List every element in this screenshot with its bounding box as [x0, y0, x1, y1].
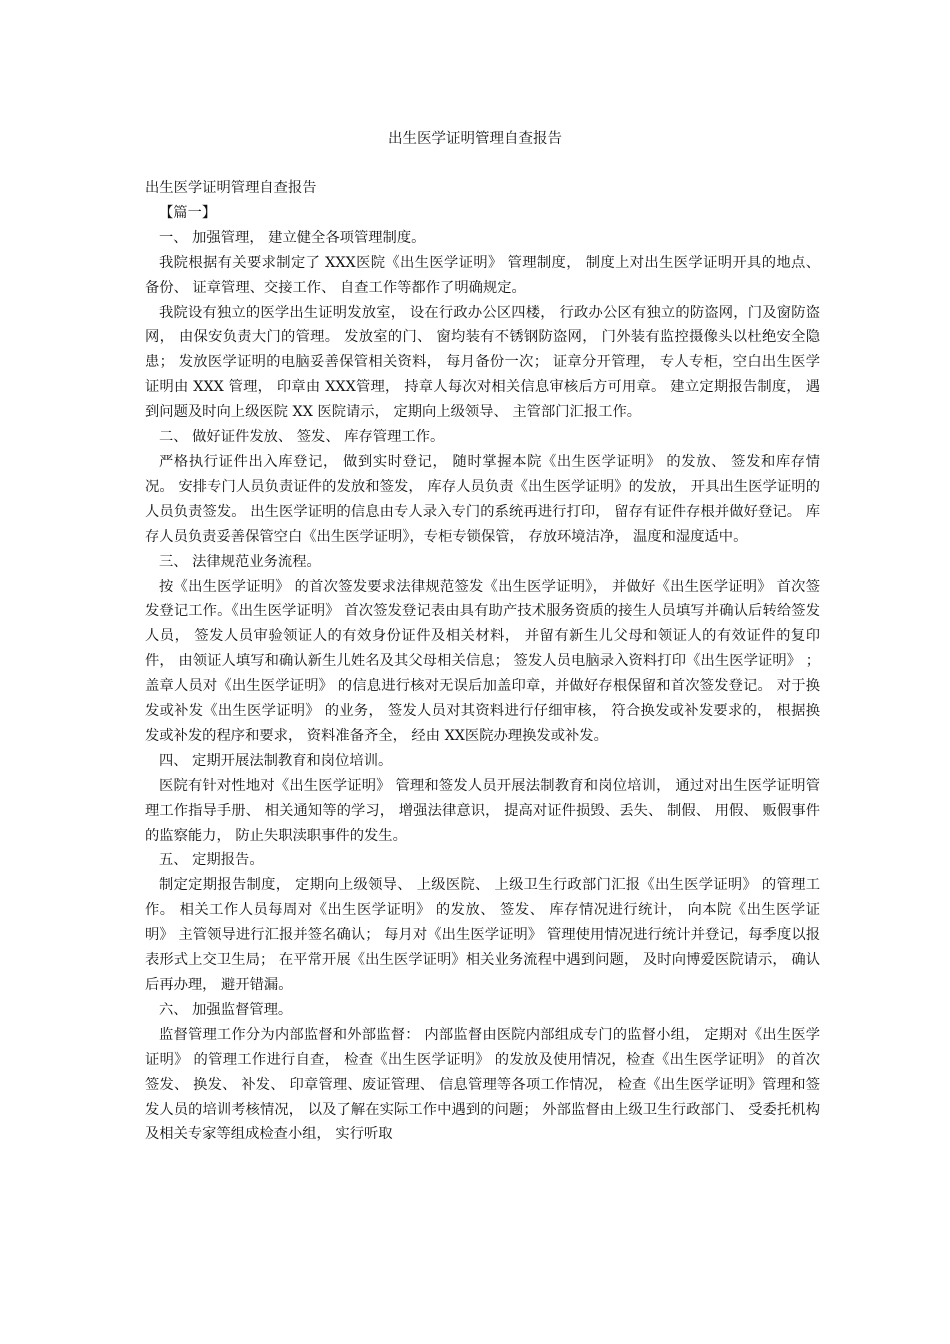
body-paragraph: 我院设有独立的医学出生证明发放室， 设在行政办公区四楼， 行政办公区有独立的防盗网，门及窗防盗网， 由保安负责大门的管理。 发放室的门、 窗均装有不锈钢防盗网， 门外装有监控摄像头以杜绝安全隐患； 发放医学证明的电脑妥善保管相关资料， 每月备份一次； 证章分开管理， 专人专柜，空白出生医学证明由 XXX 管理， 印章由 XXX管理， 持章人每次对相关信息审核后方可用章。 建立定期报告制度， 遇到问题及时向上级医院 XX 医院请示， 定期向上级领导、 主管部门汇报工作。: [145, 304, 820, 421]
section-heading: 六、 加强监督管理。: [159, 1001, 293, 1018]
section-heading: 二、 做好证件发放、 签发、 库存管理工作。: [159, 429, 445, 446]
document-subtitle: 出生医学证明管理自查报告: [145, 180, 317, 196]
document-body: [145, 176, 820, 1147]
body-paragraph: 制定定期报告制度， 定期向上级领导、 上级医院、 上级卫生行政部门汇报《出生医学证明》 的管理工作。 相关工作人员每周对《出生医学证明》 的发放、 签发、 库存情况进行统计， 向本院《出生医学证明》 主管领导进行汇报并签名确认； 每月对《出生医学证明》 管理使用情况进行统计并登记，每季度以报表形式上交卫生局； 在平常开展《出生医学证明》相关业务流程中遇到问题， 及时向博爱医院请示， 确认后再办理， 避开错漏。: [145, 877, 820, 993]
body-paragraph: 按《出生医学证明》 的首次签发要求法律规范签发《出生医学证明》， 并做好《出生医学证明》 首次签发登记工作。《出生医学证明》 首次签发登记表由具有助产技术服务资质的接生人员填写并确认后转给签发人员， 签发人员审验领证人的有效身份证件及相关材料， 并留有新生儿父母和领证人的有效证件的复印件， 由领证人填写和确认新生儿姓名及其父母相关信息； 签发人员电脑录入资料打印《出生医学证明》 ； 盖章人员对《出生医学证明》 的信息进行核对无误后加盖印章，并做好存根保留和首次签发登记。 对于换发或补发《出生医学证明》 的业务， 签发人员对其资料进行仔细审核， 符合换发或补发要求的， 根据换发或补发的程序和要求， 资料准备齐全， 经由 XX医院办理换发或补发。: [145, 578, 820, 744]
body-paragraph: 我院根据有关要求制定了 XXX医院《出生医学证明》 管理制度， 制度上对出生医学证明开具的地点、 备份、 证章管理、交接工作、 自查工作等都作了明确规定。: [145, 254, 820, 296]
section-heading: 一、 加强管理， 建立健全各项管理制度。: [159, 229, 426, 246]
section-heading: 五、 定期报告。: [159, 852, 264, 869]
section-heading: 三、 法律规范业务流程。: [159, 553, 321, 570]
body-paragraph: 监督管理工作分为内部监督和外部监督： 内部监督由医院内部组成专门的监督小组， 定期对《出生医学证明》 的管理工作进行自查， 检查《出生医学证明》 的发放及使用情况，检查《出生医学证明》 的首次签发、 换发、 补发、 印章管理、废证管理、 信息管理等各项工作情况， 检查《出生医学证明》管理和签发人员的培训考核情况， 以及了解在实际工作中遇到的问题； 外部监督由上级卫生行政部门、 受委托机构及相关专家等组成检查小组， 实行听取: [145, 1026, 820, 1143]
document-title: 出生医学证明管理自查报告: [388, 131, 562, 147]
part-label: 【篇一】: [159, 204, 217, 221]
section-heading: 四、 定期开展法制教育和岗位培训。: [159, 752, 393, 769]
body-paragraph: 医院有针对性地对《出生医学证明》 管理和签发人员开展法制教育和岗位培训， 通过对出生医学证明管理工作指导手册、 相关通知等的学习， 增强法律意识， 提高对证件损毁、丢失、 制假、 用假、 贩假事件的监察能力， 防止失职渎职事件的发生。: [145, 777, 820, 844]
body-paragraph: 严格执行证件出入库登记， 做到实时登记， 随时掌握本院《出生医学证明》 的发放、 签发和库存情况。 安排专门人员负责证件的发放和签发， 库存人员负责《出生医学证明》的发放， 开具出生医学证明的人员负责签发。 出生医学证明的信息由专人录入专门的系统再进行打印， 留存有证件存根并做好登记。 库存人员负责妥善保管空白《出生医学证明》，专柜专锁保管， 存放环境洁净， 温度和湿度适中。: [145, 453, 820, 545]
